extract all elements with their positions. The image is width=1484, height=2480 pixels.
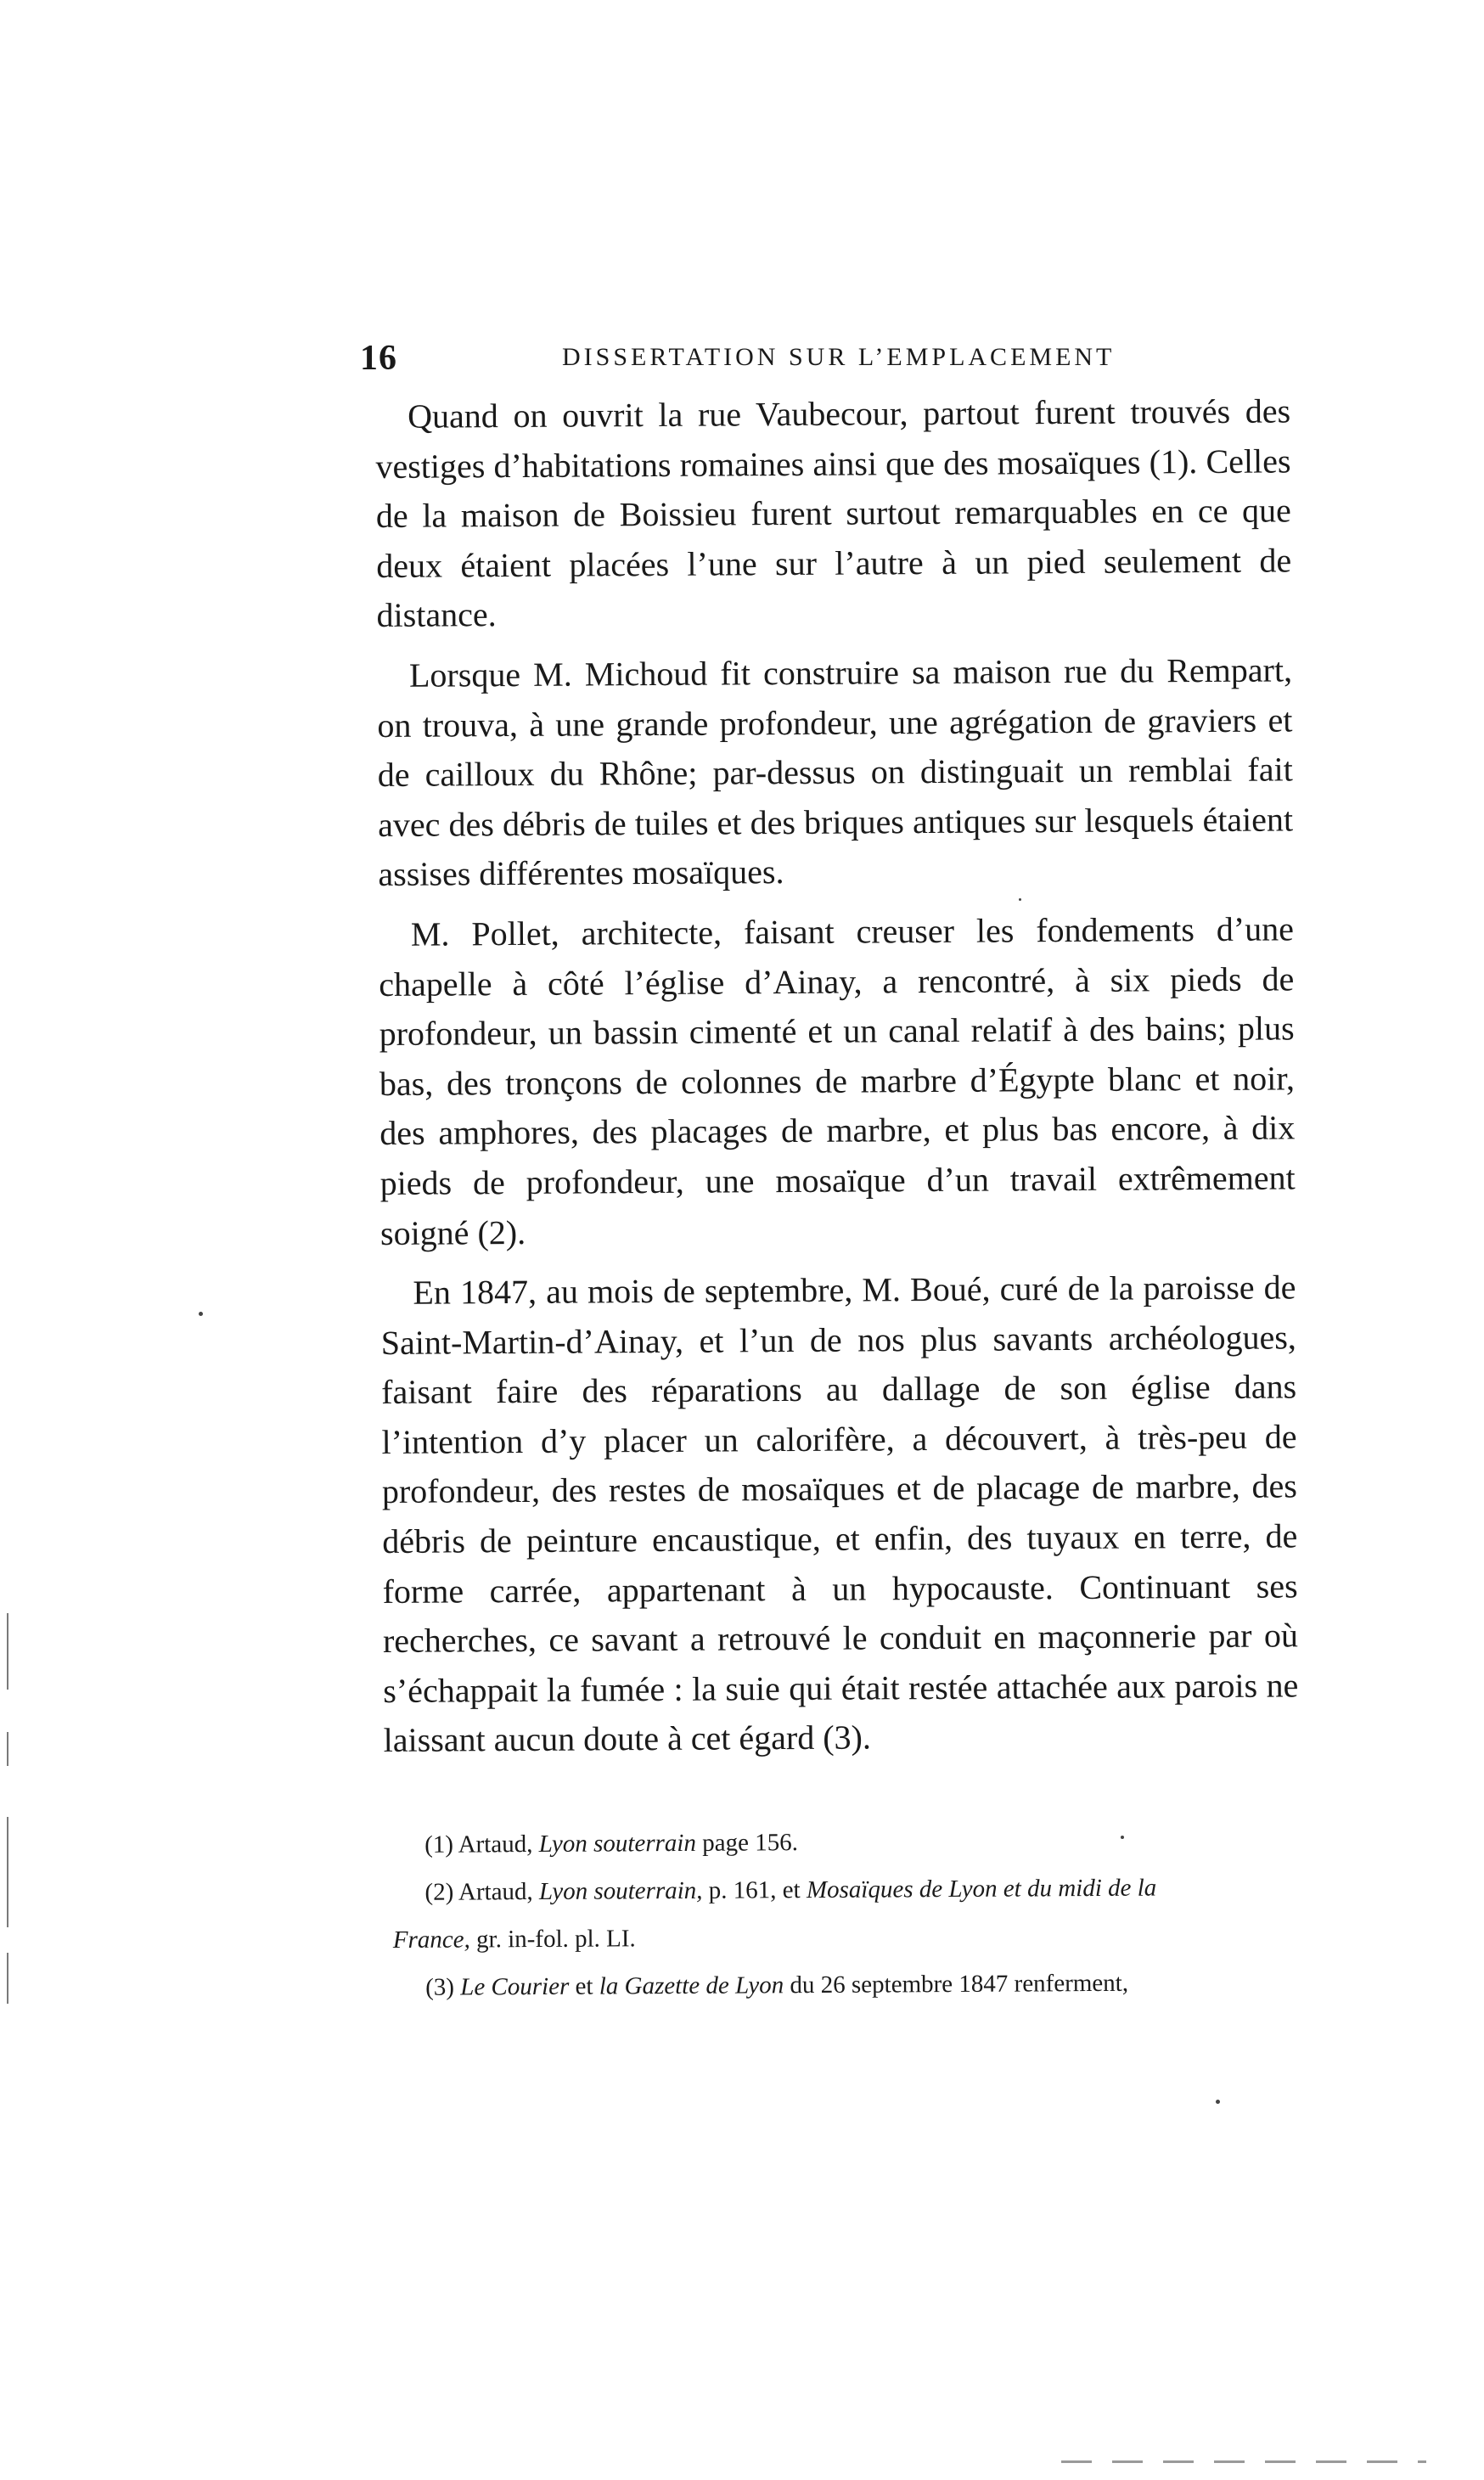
scan-bottom-edge [1061, 2460, 1426, 2463]
footnote-mark: (3) [425, 1973, 455, 2001]
footnote-2 [399, 1865, 1316, 1914]
footnote-title-2: la Gazette de Lyon [599, 1971, 784, 2000]
scan-speck [1121, 1836, 1124, 1839]
paragraph-michoud: Lorsque M. Michoud fit construire sa maison rue du Rempart, on trouva, à une grande profondeur, une agrégation de graviers et de cailloux du Rhône; par-dessus on distinguait un remblai fait avec des débris de tuiles et des briques antiques sur lesquels étaient assises différentes mosaïques. [377, 650, 1294, 894]
main-text [375, 386, 1299, 1776]
footnote-3 [400, 1960, 1317, 2009]
footnote-wrap-title: France, [392, 1926, 470, 1954]
footnote-rest: du 26 septembre 1847 renferment, [784, 1969, 1129, 1999]
paragraph-pollet: M. Pollet, architecte, faisant creuser les fondements d’une chapelle à côté l’église d’Ainay, a rencontré, à six pieds de profondeur, un bassin cimenté et un canal relatif à des bains; plus bas, des tronçons de colonnes de marbre d’Égypte blanc et noir, des amphores, des placages de marbre, et plus bas encore, à dix pieds de profondeur, une mosaïque d’un travail extrêmement soigné (2). [379, 909, 1296, 1252]
scan-margin-mark [7, 1732, 8, 1766]
running-title: DISSERTATION SUR L’EMPLACEMENT [562, 343, 1116, 371]
paragraph-boue: En 1847, au mois de septembre, M. Boué, curé de la paroisse de Saint-Martin-d’Ainay, et l’un de nos plus savants archéologues, faisant faire des réparations au dallage de son église dans l’intention d’y placer un calorifère, a découvert, à très-peu de profondeur, des restes de mosaïques et de placage de marbre, des débris de peinture encaustique, et enfin, des tuyaux en terre, de forme carrée, appartenant à un hypocauste. Continuant ses recherches, ce savant a retrouvé le conduit en maçonnerie par où s’échappait la fumée : la suie qui était restée attachée aux parois ne laissant aucun doute à cet égard (3). [380, 1268, 1299, 1760]
scan-speck [1019, 898, 1021, 901]
footnotes [392, 1818, 1317, 2014]
footnote-title: Lyon souterrain [538, 1829, 696, 1858]
footnote-2-continuation [393, 1913, 1317, 1961]
scan-speck [199, 1312, 203, 1316]
footnote-title: Le Courier [460, 1972, 570, 2001]
footnote-title: Lyon souterrain, [538, 1876, 703, 1905]
footnote-author: Artaud, [458, 1830, 533, 1859]
scan-speck [1216, 2100, 1220, 2104]
scan-margin-mark [7, 1817, 8, 1927]
page-header [360, 338, 1294, 389]
footnote-title-2: Mosaïques de Lyon et du midi de la [806, 1874, 1157, 1904]
paragraph-rue-vaubecour: Quand on ouvrit la rue Vaubecour, partout furent trouvés des vestiges d’habitations romaines ainsi que des mosaïques (1). Celles de la maison de Boissieu furent surtout remarquables en ce que deux étaient placées l’une sur l’autre à un pied seulement de distance. [375, 391, 1292, 635]
scan-margin-mark [7, 1953, 8, 2004]
footnote-middle: p. 161, et [702, 1876, 807, 1904]
footnote-mark: (2) [424, 1878, 454, 1906]
page-number: 16 [360, 339, 397, 378]
scan-margin-mark [7, 1613, 8, 1690]
footnote-rest: page 156. [695, 1829, 798, 1857]
footnote-author: Artaud, [458, 1878, 533, 1906]
footnote-1 [399, 1818, 1316, 1866]
footnote-mark: (1) [424, 1830, 454, 1859]
footnote-wrap-rest: gr. in-fol. pl. LI. [469, 1925, 636, 1954]
footnote-middle: et [569, 1972, 599, 2000]
